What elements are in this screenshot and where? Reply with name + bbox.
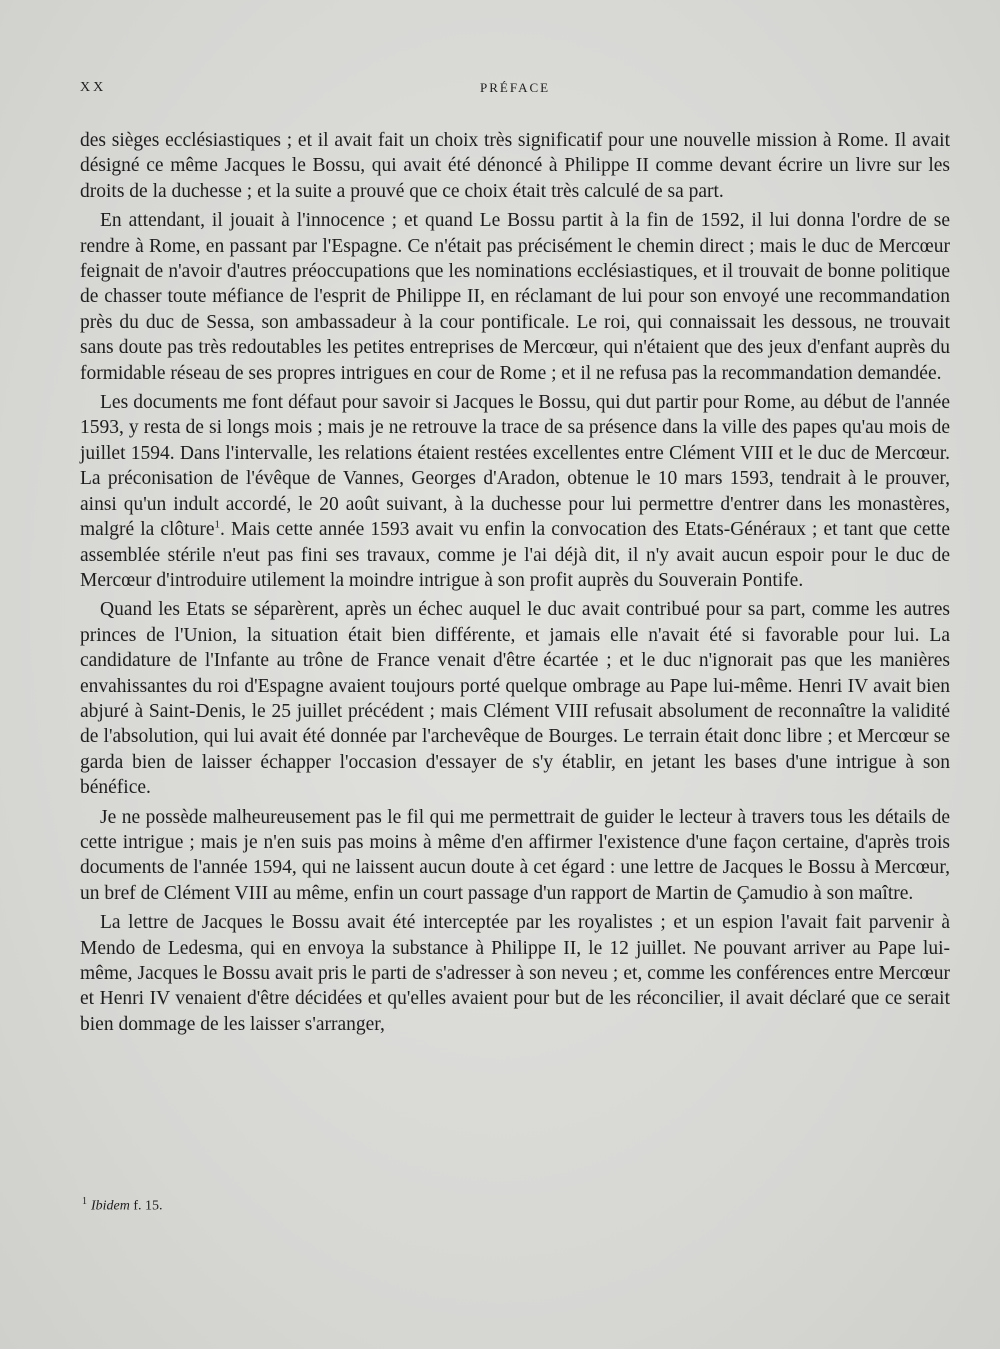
paragraph-text: Les documents me font défaut pour savoir si Jacques le Bossu, qui dut partir pour Rome, au début de l'année 1593, y resta de si longs mois ; mais je ne retrouve la trace de sa présence dans la ville des papes qu'au mois de juillet 1594. Dans l'intervalle, les relations étaient restées excellentes entre Clément VIII et le duc de Mercœur. La préconisation de l'évêque de Vannes, Georges d'Aradon, obtenue le 10 mars 1593, tendrait à le prouver, ainsi qu'un indult accordé, le 20 août suivant, à la duchesse pour lui permettre d'entrer dans les monastères, malgré la clôture (80, 392, 950, 541)
paragraph (80, 390, 950, 593)
paragraph: des sièges ecclésiastiques ; et il avait fait un choix très significatif pour une nouvelle mission à Rome. Il avait désigné ce même Jacques le Bossu, qui avait été dénoncé à Philippe II comme devant écrire un livre sur les droits de la duchesse ; et la suite a prouvé que ce choix était très calculé de sa part. (80, 130, 950, 202)
body-text (80, 128, 950, 1041)
footnote-reference: 1 (214, 518, 220, 531)
footnote-number: 1 (82, 1196, 87, 1207)
paragraph: En attendant, il jouait à l'innocence ; et quand Le Bossu partit à la fin de 1592, il lui donna l'ordre de se rendre à Rome, en passant par l'Espagne. Ce n'était pas précisément le chemin direct ; mais le duc de Mercœur feignait de n'avoir d'autres préoccupations que les nominations ecclésiastiques, et il trouvait de bonne politique de chasser toute méfiance de l'esprit de Philippe II, en réclamant de lui pour son envoyé une recommandation près du duc de Sessa, son ambassadeur à la cour pontificale. Le roi, qui connaissait les dessous, ne trouvait sans doute pas très redoutables les petites entreprises de Mercœur, qui n'étaient que des jeux d'enfant auprès du formidable réseau de ses propres intrigues en cour de Rome ; et il ne refusa pas la recommandation demandée. (80, 210, 950, 384)
paragraph: Je ne possède malheureusement pas le fil qui me permettrait de guider le lecteur à travers tous les détails de cette intrigue ; mais je n'en suis pas moins à même d'en affirmer l'existence d'une façon certaine, d'après trois documents de l'année 1594, qui ne laissent aucun doute à cet égard : une lettre de Jacques le Bossu à Mercœur, un bref de Clément VIII au même, enfin un court passage d'un rapport de Martin de Çamudio à son maître. (80, 806, 950, 904)
paragraph-text: . Mais cette année 1593 avait vu enfin la convocation des Etats-Généraux ; et tant que cette assemblée stérile n'eut pas fini ses travaux, comme je l'ai déjà dit, il n'y avait aucun espoir pour le duc de Mercœur d'introduire utilement la moindre intrigue à son profit auprès du Souverain Pontife. (80, 519, 951, 591)
footnote-source: Ibidem (91, 1198, 130, 1214)
running-title: PRÉFACE (480, 80, 551, 95)
paragraph: La lettre de Jacques le Bossu avait été interceptée par les royalistes ; et un espion l'avait fait parvenir à Mendo de Ledesma, qui en envoya la substance à Philippe II, le 12 juillet. Ne pouvant arriver au Pape lui-même, Jacques le Bossu avait pris le parti de s'adresser à son neveu ; et, comme les conférences entre Mercœur et Henri IV venaient d'être décidées et qu'elles avaient pour but de les réconcilier, il avait déclaré que ce serait bien dommage de les laisser s'arranger, (80, 912, 950, 1035)
footnote (82, 1196, 163, 1215)
paragraph: Quand les Etats se séparèrent, après un échec auquel le duc avait contribué pour sa part, comme les autres princes de l'Union, la situation était bien différente, et jamais elle n'avait été si favorable pour lui. La candidature de l'Infante au trône de France venait d'être écartée ; et le duc n'ignorait pas que les manières envahissantes du roi d'Espagne avaient toujours porté quelque ombrage au Pape lui-même. Henri IV avait bien abjuré à Saint-Denis, le 25 juillet précédent ; mais Clément VIII refusait absolument de reconnaître la validité de l'absolution, qui lui avait été donnée par l'archevêque de Bourges. Le terrain était donc libre ; et Mercœur se garda bien de laisser échapper l'occasion d'essayer de s'y établir, en jetant les bases d'une intrigue à son bénéfice. (80, 599, 950, 799)
page-number: XX (80, 80, 107, 95)
footnote-ref: f. 15. (133, 1198, 163, 1214)
page-header (80, 80, 950, 102)
